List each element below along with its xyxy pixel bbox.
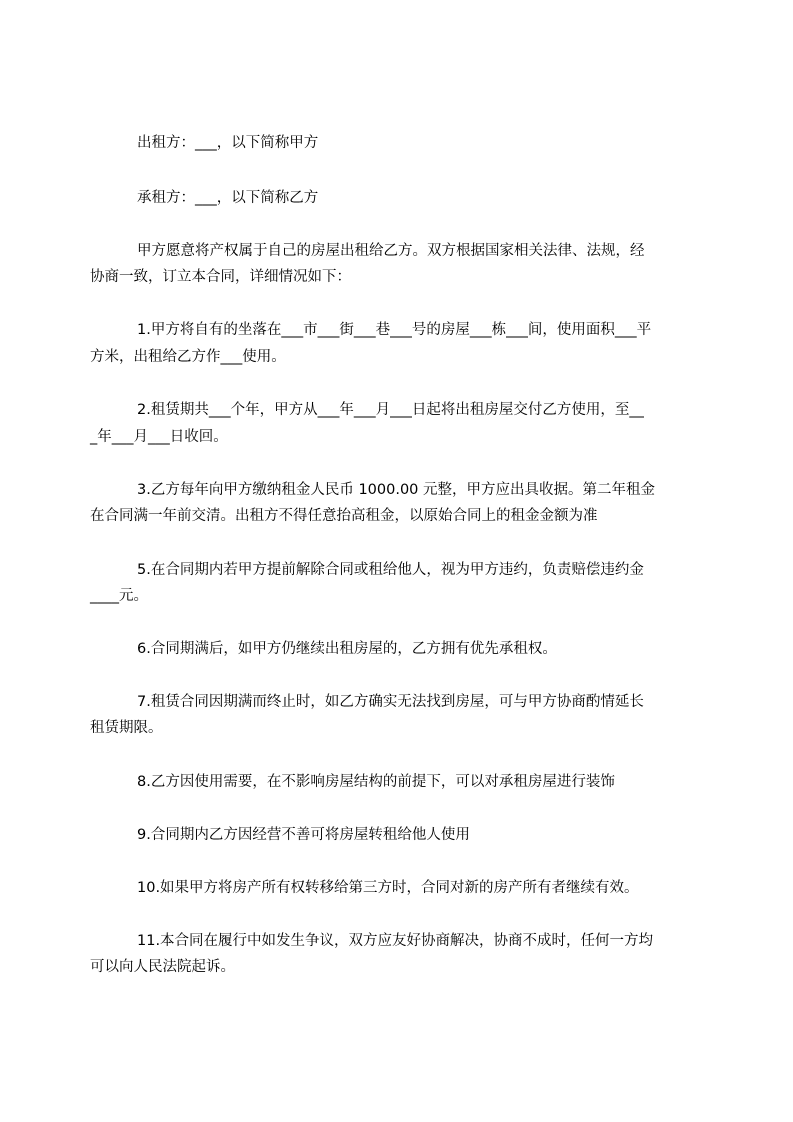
- clause-3-line-1: 3.乙方每年向甲方缴纳租金人民币 1000.00 元整，甲方应出具收据。第二年租金: [137, 482, 656, 498]
- clause-11-line-1: 11.本合同在履行中如发生争议，双方应友好协商解决，协商不成时，任何一方均: [137, 933, 654, 949]
- clause-7-line-1: 7.租赁合同因期满而终止时，如乙方确实无法找到房屋，可与甲方协商酌情延长: [137, 694, 644, 710]
- clause-1-line-2: 方米，出租给乙方作___使用。: [90, 349, 286, 365]
- clause-6: 6.合同期满后，如甲方仍继续出租房屋的，乙方拥有优先承租权。: [137, 641, 557, 657]
- intro-line-2: 协商一致，订立本合同，详细情况如下：: [90, 269, 351, 285]
- clause-1-line-1: 1.甲方将自有的坐落在___市___街___巷___号的房屋___栋___间，使用面积___平: [137, 322, 652, 338]
- intro-line-1: 甲方愿意将产权属于自己的房屋出租给乙方。双方根据国家相关法律、法规，经: [137, 243, 645, 259]
- clause-8: 8.乙方因使用需要，在不影响房屋结构的前提下，可以对承租房屋进行装饰: [137, 774, 615, 790]
- clause-2-line-1: 2.租赁期共___个年，甲方从___年___月___日起将出租房屋交付乙方使用，至__: [137, 402, 644, 418]
- clause-10: 10.如果甲方将房产所有权转移给第三方时，合同对新的房产所有者继续有效。: [137, 880, 639, 896]
- clause-2-line-2: _年___月___日收回。: [90, 429, 228, 445]
- clause-5-line-2: ____元。: [90, 588, 148, 604]
- clause-3-line-2: 在合同满一年前交清。出租方不得任意抬高租金，以原始合同上的租金金额为准: [90, 508, 598, 524]
- clause-5-line-1: 5.在合同期内若甲方提前解除合同或租给他人，视为甲方违约，负责赔偿违约金: [137, 562, 644, 578]
- lessee-line: 承租方：___，以下简称乙方: [137, 190, 319, 206]
- clause-11-line-2: 可以向人民法院起诉。: [90, 959, 235, 975]
- clause-9: 9.合同期内乙方因经营不善可将房屋转租给他人使用: [137, 827, 470, 843]
- lessor-line: 出租方：___，以下简称甲方: [137, 135, 319, 151]
- clause-7-line-2: 租赁期限。: [90, 720, 163, 736]
